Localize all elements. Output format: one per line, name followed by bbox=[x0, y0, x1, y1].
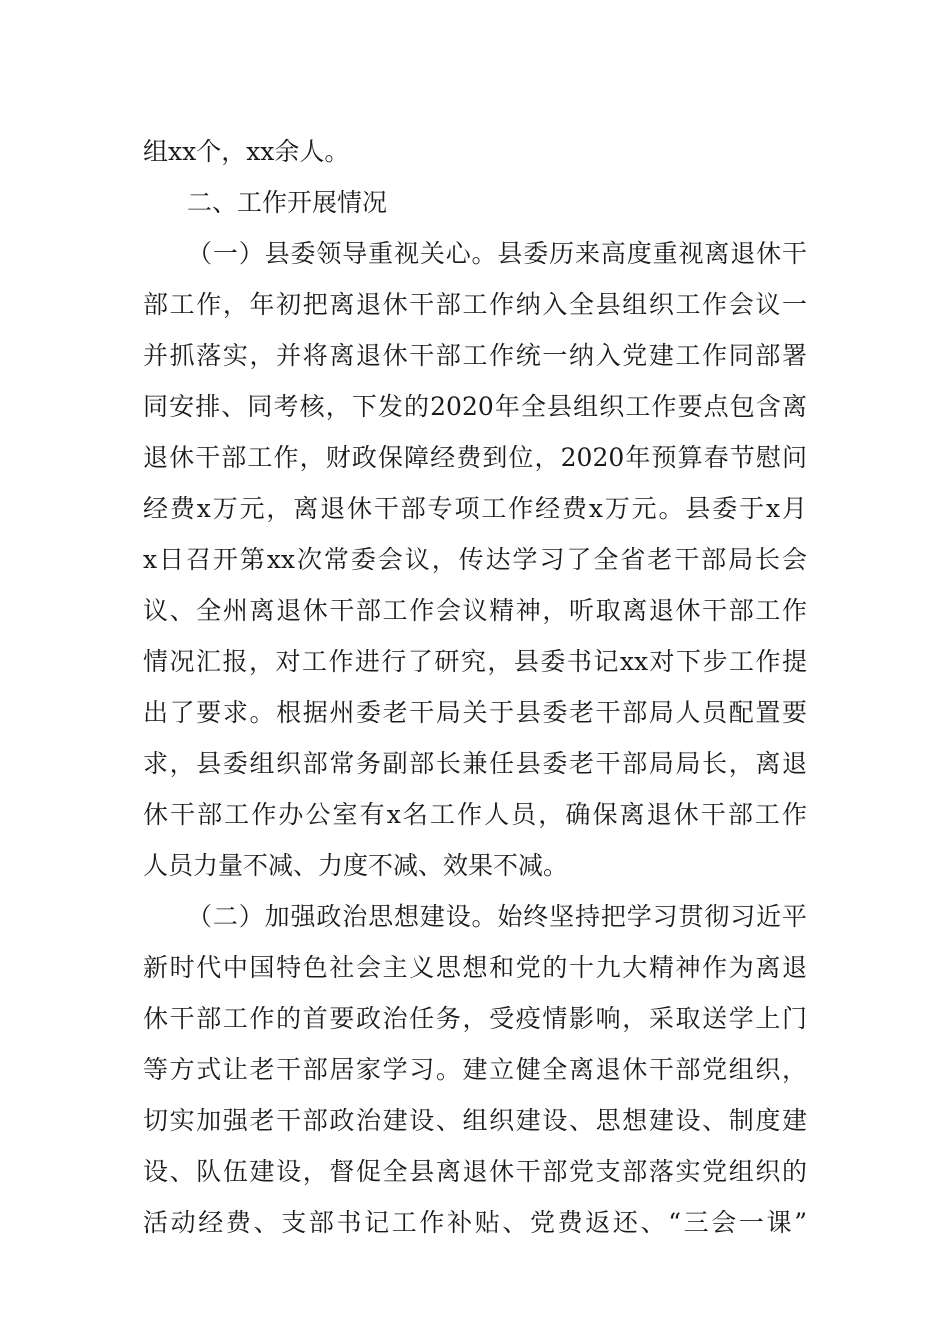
paragraph-line: 人员力量不减、力度不减、效果不减。 bbox=[143, 851, 569, 880]
paragraph-line: 经费x万元，离退休干部专项工作经费x万元。县委于x月 bbox=[143, 494, 807, 523]
paragraph-line: 情况汇报，对工作进行了研究，县委书记xx对下步工作提 bbox=[143, 647, 807, 676]
paragraph-line: 并抓落实，并将离退休干部工作统一纳入党建工作同部署 bbox=[143, 341, 807, 370]
paragraph-line: 议、全州离退休干部工作会议精神，听取离退休干部工作 bbox=[143, 596, 807, 625]
paragraph-line: 活动经费、支部书记工作补贴、党费返还、“三会一课” bbox=[143, 1208, 807, 1237]
paragraph-line: x日召开第xx次常委会议，传达学习了全省老干部局长会 bbox=[143, 545, 807, 574]
paragraph-line: 新时代中国特色社会主义思想和党的十九大精神作为离退 bbox=[143, 953, 807, 982]
paragraph-line: 切实加强老干部政治建设、组织建设、思想建设、制度建 bbox=[143, 1106, 807, 1135]
paragraph-line: （一）县委领导重视关心。县委历来高度重视离退休干 bbox=[187, 239, 807, 268]
paragraph-line: 同安排、同考核，下发的2020年全县组织工作要点包含离 bbox=[143, 392, 807, 421]
paragraph-line: 组xx个，xx余人。 bbox=[143, 137, 350, 166]
document-body bbox=[143, 126, 807, 1248]
paragraph-line: 设、队伍建设，督促全县离退休干部党支部落实党组织的 bbox=[143, 1157, 807, 1186]
paragraph-line: 等方式让老干部居家学习。建立健全离退休干部党组织， bbox=[143, 1055, 807, 1084]
paragraph-line: 部工作，年初把离退休干部工作纳入全县组织工作会议一 bbox=[143, 290, 807, 319]
paragraph-line: 出了要求。根据州委老干局关于县委老干部局人员配置要 bbox=[143, 698, 807, 727]
paragraph-line: 休干部工作办公室有x名工作人员，确保离退休干部工作 bbox=[143, 800, 807, 829]
paragraph-line: （二）加强政治思想建设。始终坚持把学习贯彻习近平 bbox=[187, 902, 807, 931]
paragraph-line: 求，县委组织部常务副部长兼任县委老干部局局长，离退 bbox=[143, 749, 807, 778]
section-heading: 二、工作开展情况 bbox=[187, 188, 388, 217]
paragraph-line: 休干部工作的首要政治任务，受疫情影响，采取送学上门 bbox=[143, 1004, 807, 1033]
paragraph-line: 退休干部工作，财政保障经费到位，2020年预算春节慰问 bbox=[143, 443, 807, 472]
